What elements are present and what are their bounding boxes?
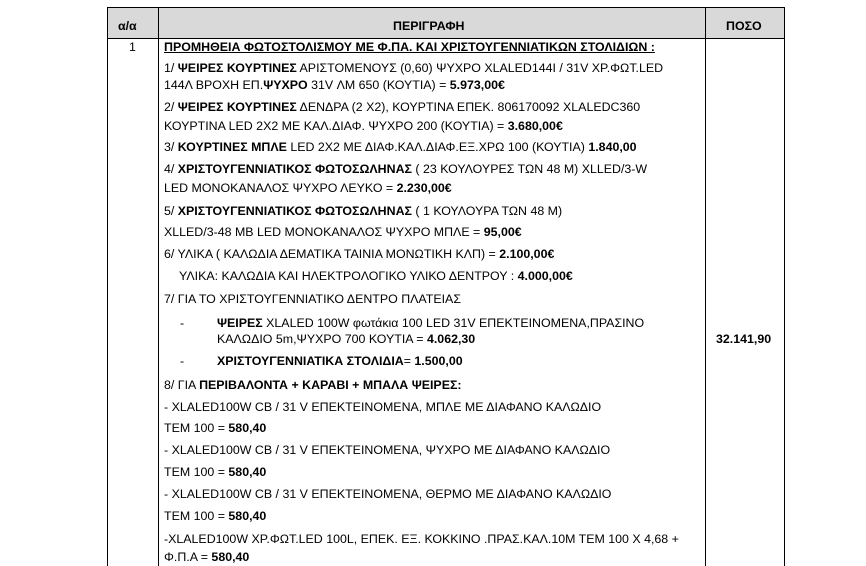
table-top-border: [107, 7, 785, 8]
item-7-sub-1-line-1: ΨΕΙΡΕΣ XLALED 100W φωτάκια 100 LED 31V ΕΠΕΚΤΕΙΝΟΜΕΝΑ,ΠΡΑΣΙΝΟ: [217, 316, 645, 330]
item-3-price: 1.840,00: [588, 140, 637, 154]
item-7-sub-2-name: ΧΡΙΣΤΟΥΓΕΝΝΙΑΤΙΚΑ ΣΤΟΛΙΔΙΑ: [217, 354, 404, 368]
item-2-price: 3.680,00€: [507, 119, 563, 133]
header-amount: ΠΟΣΟ: [726, 19, 762, 33]
item-8-b-line-1: - XLALED100W CB / 31 V ΕΠΕΚΤΕΙΝΟΜΕΝΑ, ΨΥΧΡΟ ΜΕ ΔΙΑΦΑΝΟ ΚΑΛΩΔΙΟ: [164, 443, 611, 457]
item-8-b-line-2: ΤΕΜ 100 = 580,40: [164, 465, 267, 479]
total-amount: 32.141,90: [716, 332, 772, 346]
item-1-line-1: 1/ ΨΕΙΡΕΣ ΚΟΥΡΤΙΝΕΣ ΑΡΙΣΤΟΜΕΝΟΥΣ (0,60) ΨΥΧΡΟ XLALED144I / 31V ΧΡ.ΦΩΤ.LED: [164, 61, 664, 75]
item-1-price: 5.973,00€: [449, 78, 505, 92]
item-8-a-line-2: ΤΕΜ 100 = 580,40: [164, 421, 267, 435]
item-4-line-2: LED ΜΟΝΟΚΑΝΑΛΟΣ ΨΥΧΡΟ ΛΕΥΚΟ = 2.230,00€: [164, 181, 452, 195]
item-4-name: ΧΡΙΣΤΟΥΓΕΝΝΙΑΤΙΚΟΣ ΦΩΤΟΣΩΛΗΝΑΣ: [177, 162, 412, 176]
item-8-c-line-2: ΤΕΜ 100 = 580,40: [164, 509, 267, 523]
item-8-c-line-1: - XLALED100W CB / 31 V ΕΠΕΚΤΕΙΝΟΜΕΝΑ, ΘΕΡΜΟ ΜΕ ΔΙΑΦΑΝΟ ΚΑΛΩΔΙΟ: [164, 487, 612, 501]
item-7-sub-2-bullet: -: [180, 354, 185, 368]
item-2-line-2: ΚΟΥΡΤΙΝΑ LED 2X2 ΜΕ ΚΑΛ.ΔΙΑΦ. ΨΥΧΡΟ 200 (ΚΟΥΤΙΑ) = 3.680,00€: [164, 119, 563, 133]
item-8-a-line-1: - XLALED100W CB / 31 V ΕΠΕΚΤΕΙΝΟΜΕΝΑ, ΜΠΛΕ ΜΕ ΔΙΑΦΑΝΟ ΚΑΛΩΔΙΟ: [164, 400, 602, 414]
item-5-price: 95,00€: [483, 225, 522, 239]
item-8-name: ΠΕΡΙΒΑΛΟΝΤΑ + ΚΑΡΑΒΙ + ΜΠΑΛΑ ΨΕΙΡΕΣ:: [199, 378, 462, 392]
item-6-price-2: 4.000,00€: [517, 269, 573, 283]
item-1-line-2: 144Λ ΒΡΟΧΗ ΕΠ.ΨΥΧΡΟ 31V ΛΜ 650 (ΚΟΥΤΙΑ) = 5.973,00€: [164, 78, 505, 92]
item-8-a-price: 580,40: [228, 421, 267, 435]
item-8-c-price: 580,40: [228, 509, 267, 523]
item-6-price-1: 2.100,00€: [499, 247, 555, 261]
header-description: ΠΕΡΙΓΡΑΦΗ: [393, 19, 465, 33]
item-8-line-1: 8/ ΓΙΑ ΠΕΡΙΒΑΛΟΝΤΑ + ΚΑΡΑΒΙ + ΜΠΑΛΑ ΨΕΙΡΕΣ:: [164, 378, 462, 392]
item-7-sub-2-line: ΧΡΙΣΤΟΥΓΕΝΝΙΑΤΙΚΑ ΣΤΟΛΙΔΙΑ= 1.500,00: [217, 354, 463, 368]
item-7-line-1: 7/ ΓΙΑ ΤΟ ΧΡΙΣΤΟΥΓΕΝΝΙΑΤΙΚΟ ΔΕΝΤΡΟ ΠΛΑΤΕΙΑΣ: [164, 292, 461, 306]
item-4-price: 2.230,00€: [396, 181, 452, 195]
item-5-line-2: XLLED/3-48 MB LED ΜΟΝΟΚΑΝΑΛΟΣ ΨΥΧΡΟ ΜΠΛΕ = 95,00€: [164, 225, 522, 239]
item-7-sub-1-name: ΨΕΙΡΕΣ: [217, 316, 263, 330]
item-2-line-1: 2/ ΨΕΙΡΕΣ ΚΟΥΡΤΙΝΕΣ ΔΕΝΔΡΑ (2 Χ2), ΚΟΥΡΤΙΝΑ ΕΠΕΚ. 806170092 XLALEDC360: [164, 100, 641, 114]
item-8-d-price: 580,40: [211, 550, 250, 564]
item-7-sub-2-price: 1.500,00: [414, 354, 463, 368]
item-7-sub-1-line-2: ΚΑΛΩΔΙΟ 5m,ΨΥΧΡΟ 700 ΚΟΥΤΙΑ = 4.062,30: [217, 332, 476, 346]
column-divider-amount: [705, 7, 706, 566]
item-3-line-1: 3/ ΚΟΥΡΤΙΝΕΣ ΜΠΛΕ LED 2X2 ΜΕ ΔΙΑΦ.ΚΑΛ.ΔΙΑΦ.ΕΞ.ΧΡΩ 100 (ΚΟΥΤΙΑ) 1.840,00: [164, 140, 637, 154]
item-5-line-1: 5/ ΧΡΙΣΤΟΥΓΕΝΝΙΑΤΙΚΟΣ ΦΩΤΟΣΩΛΗΝΑΣ ( 1 ΚΟΥΛΟΥΡΑ ΤΩΝ 48 Μ): [164, 204, 563, 218]
column-divider-aa: [158, 7, 159, 566]
item-8-b-price: 580,40: [228, 465, 267, 479]
item-7-sub-1-bullet: -: [180, 316, 185, 330]
item-8-d-line-1: -XLALED100W ΧΡ.ΦΩΤ.LED 100L, ΕΠΕΚ. ΕΞ. ΚΟΚΚΙΝΟ .ΠΡΑΣ.ΚΑΛ.10Μ ΤΕΜ 100 Χ 4,68 +: [164, 532, 679, 546]
item-3-name: ΚΟΥΡΤΙΝΕΣ ΜΠΛΕ: [177, 140, 287, 154]
item-8-d-line-2: Φ.Π.Α = 580,40: [164, 550, 250, 564]
item-2-name: ΨΕΙΡΕΣ ΚΟΥΡΤΙΝΕΣ: [177, 100, 297, 114]
item-6-line-1: 6/ ΥΛΙΚΑ ( ΚΑΛΩΔΙΑ ΔΕΜΑΤΙΚΑ ΤΑΙΝΙΑ ΜΟΝΩΤΙΚΗ ΚΛΠ) = 2.100,00€: [164, 247, 555, 261]
table-right-border: [784, 7, 785, 566]
item-4-line-1: 4/ ΧΡΙΣΤΟΥΓΕΝΝΙΑΤΙΚΟΣ ΦΩΤΟΣΩΛΗΝΑΣ ( 23 ΚΟΥΛΟΥΡΕΣ ΤΩΝ 48 Μ) XLLED/3-W: [164, 162, 648, 176]
item-5-name: ΧΡΙΣΤΟΥΓΕΝΝΙΑΤΙΚΟΣ ΦΩΤΟΣΩΛΗΝΑΣ: [177, 204, 412, 218]
header-aa: α/α: [118, 19, 137, 33]
item-7-sub-1-price: 4.062,30: [426, 332, 476, 346]
header-bottom-border: [107, 38, 785, 39]
row-title: ΠΡΟΜΗΘΕΙΑ ΦΩΤΟΣΤΟΛΙΣΜΟΥ ΜΕ Φ.ΠΑ. ΚΑΙ ΧΡΙΣΤΟΥΓΕΝΝΙΑΤΙΚΩΝ ΣΤΟΛΙΔΙΩΝ :: [164, 40, 655, 54]
table-left-border: [107, 7, 108, 566]
row-number: 1: [129, 40, 136, 54]
item-6-line-2: ΥΛΙΚΑ: ΚΑΛΩΔΙΑ ΚΑΙ ΗΛΕΚΤΡΟΛΟΓΙΚΟ ΥΛΙΚΟ ΔΕΝΤΡΟΥ : 4.000,00€: [179, 269, 573, 283]
item-1-name: ΨΕΙΡΕΣ ΚΟΥΡΤΙΝΕΣ: [177, 61, 297, 75]
